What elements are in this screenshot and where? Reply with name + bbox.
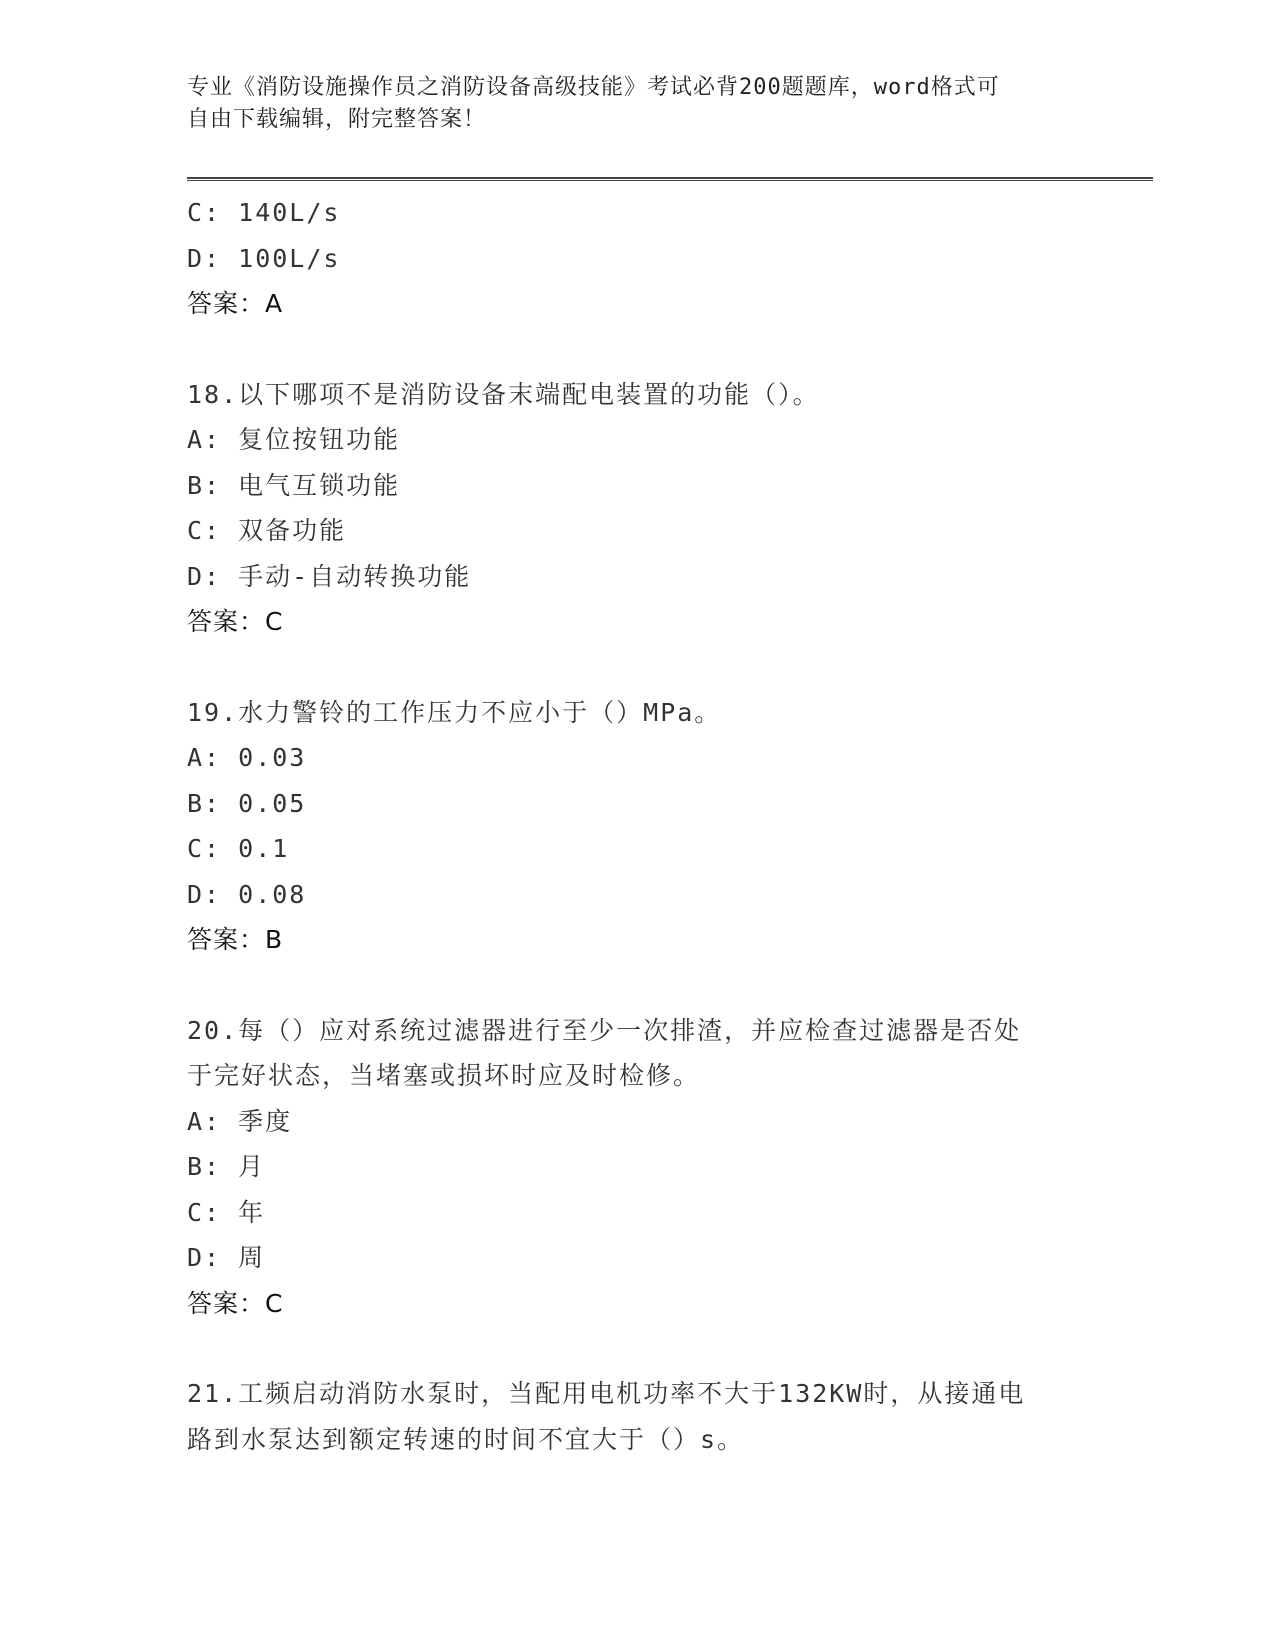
answer: 答案：A bbox=[187, 289, 284, 318]
option-a: A: 复位按钮功能 bbox=[187, 425, 401, 454]
question-21 bbox=[187, 1371, 1087, 1462]
spacer bbox=[187, 645, 1087, 690]
question-17 bbox=[187, 190, 1087, 327]
question-list bbox=[187, 190, 1087, 1462]
option-c: C: 年 bbox=[187, 1197, 266, 1227]
option-b: B: 电气互锁功能 bbox=[187, 470, 401, 500]
option-b: B: 月 bbox=[187, 1152, 266, 1181]
page-header bbox=[187, 72, 1087, 136]
header-line-2: 自由下载编辑，附完整答案！ bbox=[187, 107, 487, 132]
spacer bbox=[187, 327, 1087, 372]
option-c: C: 140L/s bbox=[187, 198, 341, 227]
header-line-1: 专业《消防设施操作员之消防设备高级技能》考试必背200题题库，word格式可 bbox=[187, 75, 1000, 100]
option-d: D: 0.08 bbox=[187, 879, 307, 909]
question-20 bbox=[187, 1008, 1087, 1327]
header-divider bbox=[187, 177, 1153, 181]
option-b: B: 0.05 bbox=[187, 788, 307, 818]
question-text-line-1: 21.工频启动消防水泵时，当配用电机功率不大于132KW时，从接通电 bbox=[187, 1379, 1026, 1408]
option-a: A: 0.03 bbox=[187, 743, 307, 772]
answer: 答案：C bbox=[187, 607, 284, 636]
question-19 bbox=[187, 690, 1087, 963]
question-text-line-1: 20.每（）应对系统过滤器进行至少一次排渣，并应检查过滤器是否处 bbox=[187, 1015, 1022, 1045]
question-text: 18.以下哪项不是消防设备末端配电装置的功能（）。 bbox=[187, 379, 820, 409]
option-d: D: 周 bbox=[187, 1243, 266, 1272]
option-c: C: 双备功能 bbox=[187, 516, 347, 545]
question-text-line-2: 于完好状态，当堵塞或损坏时应及时检修。 bbox=[187, 1061, 701, 1090]
question-text: 19.水力警铃的工作压力不应小于（）MPa。 bbox=[187, 697, 722, 727]
answer: 答案：C bbox=[187, 1288, 284, 1318]
option-d: D: 100L/s bbox=[187, 243, 341, 273]
option-c: C: 0.1 bbox=[187, 834, 290, 863]
option-d: D: 手动-自动转换功能 bbox=[187, 561, 472, 591]
option-a: A: 季度 bbox=[187, 1106, 293, 1136]
spacer bbox=[187, 1326, 1087, 1371]
question-18 bbox=[187, 372, 1087, 645]
spacer bbox=[187, 963, 1087, 1008]
question-text-line-2: 路到水泵达到额定转速的时间不宜大于（）s。 bbox=[187, 1424, 745, 1454]
answer: 答案：B bbox=[187, 925, 284, 954]
